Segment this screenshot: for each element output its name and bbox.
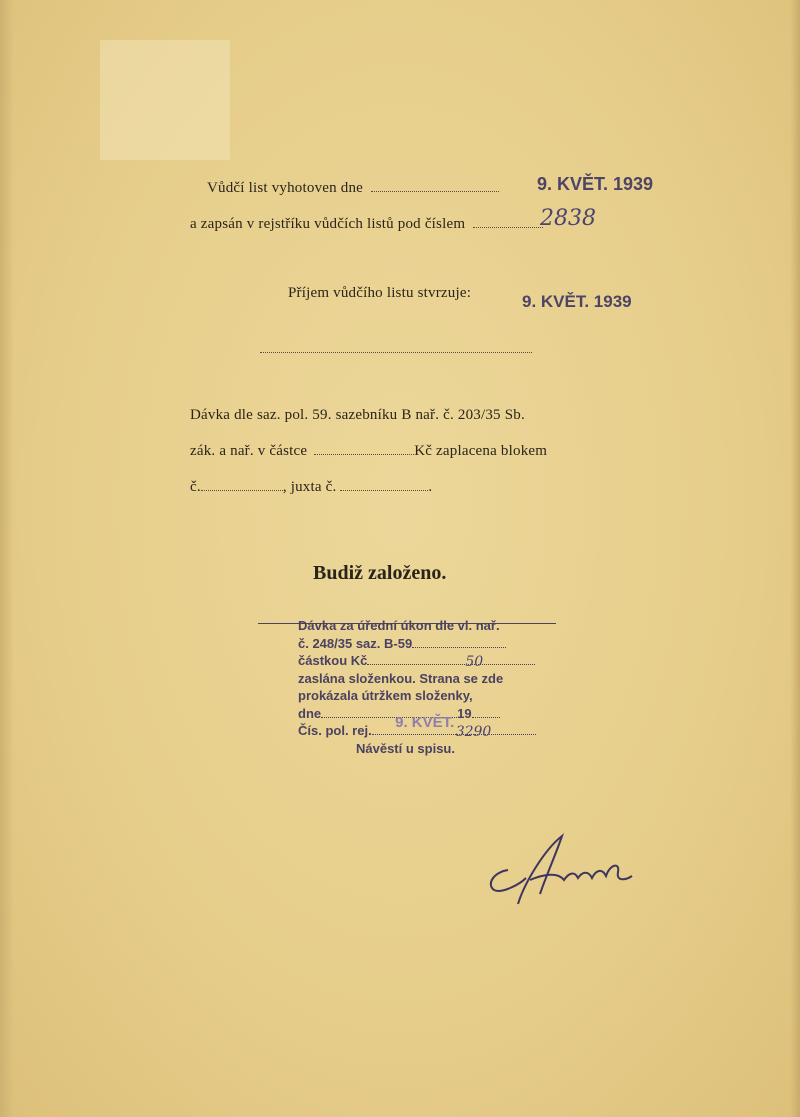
receipt-row bbox=[288, 285, 471, 302]
receipt-date-stamp: 9. KVĚT. 1939 bbox=[522, 292, 632, 311]
stamp-row-6-label: dne bbox=[298, 705, 322, 721]
fee-stamp-block bbox=[258, 617, 558, 757]
stamp-year-label: 19 bbox=[457, 705, 472, 721]
stamp-row-1-text: Dávka za úřední úkon dle vl. nař. bbox=[298, 618, 500, 633]
stamp-row-8-text: Návěstí u spisu. bbox=[356, 740, 455, 756]
stamp-row-3 bbox=[258, 652, 558, 670]
page-edge-left bbox=[0, 0, 14, 1117]
stamp-row-2 bbox=[258, 635, 558, 653]
fee-row-3-end: . bbox=[428, 479, 433, 495]
stamp-register-dots bbox=[372, 724, 536, 740]
fee-amount-dots bbox=[314, 453, 414, 455]
stamp-strike-line bbox=[258, 623, 556, 624]
issue-date-label: Vůdčí list vyhotoven dne bbox=[207, 180, 364, 196]
stamp-row-4 bbox=[258, 670, 558, 688]
fee-row-3 bbox=[190, 479, 432, 496]
stamp-amount-handwritten: 50 bbox=[465, 654, 484, 670]
stamp-row-3-label: částkou Kč bbox=[298, 653, 368, 668]
stamp-row-1 bbox=[258, 617, 558, 635]
stamp-row-2-text: č. 248/35 saz. B-59 bbox=[298, 635, 413, 651]
register-number-handwritten: 2838 bbox=[540, 206, 596, 231]
issue-date-stamp: 9. KVĚT. 1939 bbox=[537, 174, 654, 194]
stamp-row-8 bbox=[258, 740, 558, 758]
register-row bbox=[190, 216, 543, 233]
register-dots bbox=[473, 226, 543, 228]
stamp-date-dots bbox=[321, 713, 457, 731]
stamp-register-handwritten: 3290 bbox=[455, 724, 492, 740]
stamp-row-7 bbox=[258, 722, 558, 740]
budiz-zalozeno-heading: Budiž založeno. bbox=[313, 562, 447, 584]
stamp-row-5-text: prokázala útržkem složenky, bbox=[298, 688, 473, 703]
signature-graphic bbox=[480, 828, 640, 908]
fee-row-1: Dávka dle saz. pol. 59. sazebníku B nař. č. 203/35 Sb. bbox=[190, 407, 525, 423]
issue-date-row bbox=[207, 180, 499, 197]
stamp-row-4-text: zaslána složenkou. Strana se zde bbox=[298, 670, 504, 686]
stamp-date-faint-stamp: 9. KVĚT. bbox=[395, 713, 455, 731]
block-number-label: č. bbox=[190, 479, 201, 495]
issue-date-dots bbox=[371, 190, 499, 192]
fee-row-2 bbox=[190, 443, 547, 460]
receipt-label: Příjem vůdčího listu stvrzuje: bbox=[288, 285, 472, 301]
stamp-row-3-dots bbox=[367, 654, 535, 670]
faded-patch bbox=[100, 40, 230, 160]
stamp-row-7-label: Čís. pol. rej. bbox=[298, 723, 372, 738]
register-label: a zapsán v rejstříku vůdčích listů pod číslem bbox=[190, 216, 466, 232]
fee-amount-label: zák. a nař. v částce bbox=[190, 443, 308, 459]
juxta-dots bbox=[340, 489, 428, 491]
stamp-row-2-dots bbox=[412, 647, 506, 648]
juxta-label: , juxta č. bbox=[282, 479, 337, 495]
stamp-row-5 bbox=[258, 687, 558, 705]
stamp-year-dots bbox=[472, 717, 500, 718]
block-number-dots bbox=[201, 489, 283, 491]
page-edge-right bbox=[790, 0, 800, 1117]
signature bbox=[480, 828, 640, 908]
receipt-signature-line bbox=[260, 352, 532, 353]
fee-paid-label: Kč zaplacena blokem bbox=[414, 443, 548, 459]
